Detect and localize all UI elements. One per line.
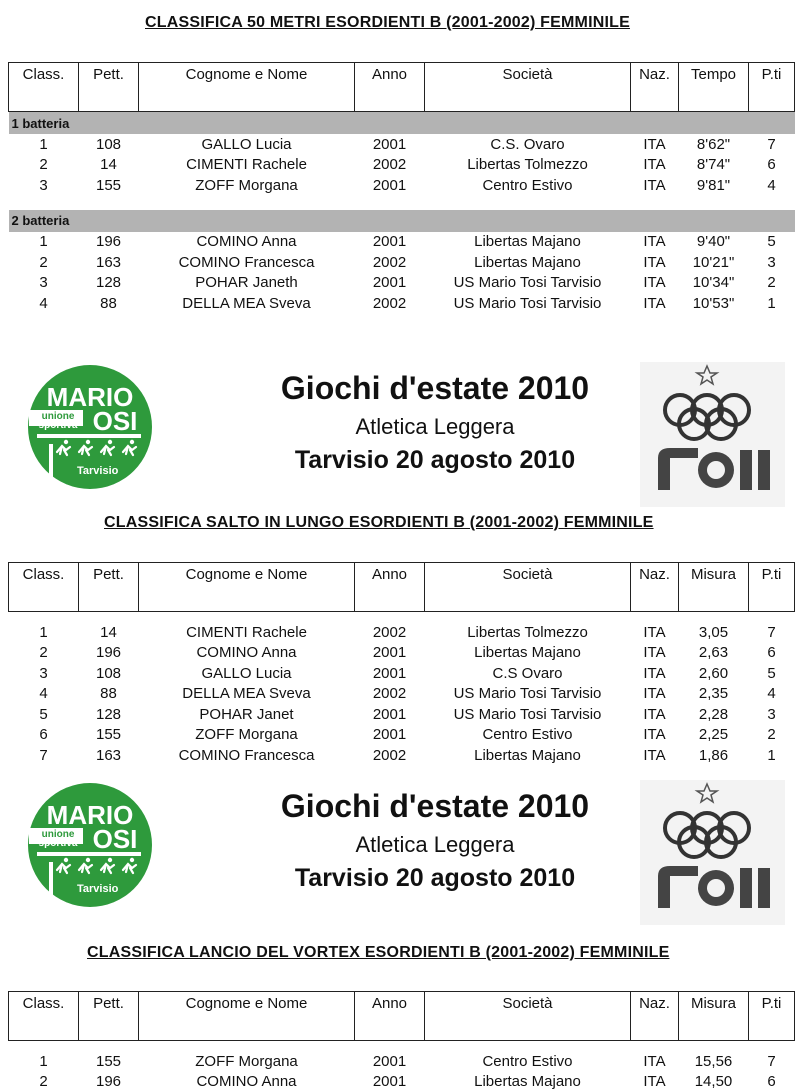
table-cell: ITA (631, 175, 679, 196)
table-cell: ITA (631, 1072, 679, 1092)
table-cell: 108 (79, 134, 139, 155)
table-header-row (9, 992, 795, 1041)
banner-subtitle: Atletica Leggera (190, 414, 680, 440)
table-cell: 2001 (355, 134, 425, 155)
table-cell: C.S. Ovaro (425, 134, 631, 155)
table-cell: 155 (79, 175, 139, 196)
table-cell: ZOFF Morgana (139, 175, 355, 196)
table-cell: 1 (9, 1051, 79, 1072)
table-cell: COMINO Anna (139, 643, 355, 664)
column-header: Naz. (631, 992, 679, 1041)
logo-text: MARIO (47, 382, 134, 412)
table-cell: 6 (9, 725, 79, 746)
table-cell: 7 (749, 134, 795, 155)
table-cell: 2001 (355, 643, 425, 664)
table-cell: 155 (79, 1051, 139, 1072)
table-cell: 9'40" (679, 232, 749, 253)
column-header: Tempo (679, 63, 749, 112)
column-header: Class. (9, 992, 79, 1041)
table-cell: 2 (9, 155, 79, 176)
table-row (9, 745, 795, 766)
table-cell: ITA (631, 252, 679, 273)
table-cell: 2002 (355, 252, 425, 273)
table-cell: 5 (749, 232, 795, 253)
event-banner (0, 362, 800, 507)
section-title-50m: CLASSIFICA 50 METRI ESORDIENTI B (2001-2002) FEMMINILE (145, 14, 630, 32)
column-header: Società (425, 563, 631, 612)
table-cell: Libertas Majano (425, 745, 631, 766)
column-header: Pett. (79, 992, 139, 1041)
table-cell: 2001 (355, 663, 425, 684)
column-header: Anno (355, 63, 425, 112)
event-banner (0, 780, 800, 925)
column-header: Misura (679, 992, 749, 1041)
table-cell: 8'62" (679, 134, 749, 155)
table-cell: COMINO Anna (139, 1072, 355, 1092)
table-cell: 2002 (355, 684, 425, 705)
table-cell: 3 (9, 175, 79, 196)
mario-tosi-logo (27, 364, 153, 490)
table-cell: 2 (749, 725, 795, 746)
table-cell: 4 (749, 175, 795, 196)
table-cell: 5 (749, 663, 795, 684)
coni-logo (640, 362, 785, 507)
table-cell: CIMENTI Rachele (139, 622, 355, 643)
spacer-row (9, 196, 795, 210)
table-cell: ZOFF Morgana (139, 725, 355, 746)
results-table-long-jump (8, 562, 795, 766)
table-row (9, 663, 795, 684)
table-cell: 2 (749, 273, 795, 294)
table-header-row (9, 63, 795, 112)
column-header: Cognome e Nome (139, 992, 355, 1041)
table-cell: ITA (631, 1051, 679, 1072)
spacer-row (9, 612, 795, 623)
table-cell: 14 (79, 622, 139, 643)
table-cell: 196 (79, 232, 139, 253)
column-header: P.ti (749, 63, 795, 112)
table-row (9, 725, 795, 746)
table-cell: ITA (631, 622, 679, 643)
table-cell: 2,25 (679, 725, 749, 746)
table-cell: 1 (749, 745, 795, 766)
table-cell: C.S Ovaro (425, 663, 631, 684)
column-header: Cognome e Nome (139, 63, 355, 112)
table-cell: 155 (79, 725, 139, 746)
table-cell: 8'74" (679, 155, 749, 176)
table-row (9, 684, 795, 705)
table-cell: ITA (631, 704, 679, 725)
table-cell: Libertas Majano (425, 643, 631, 664)
table-row (9, 1051, 795, 1072)
table-cell: 6 (749, 1072, 795, 1092)
logo-text: MARIO (47, 800, 134, 830)
table-cell: 9'81" (679, 175, 749, 196)
banner-title: Giochi d'estate 2010 (190, 370, 680, 407)
table-cell: 2001 (355, 273, 425, 294)
table-cell: Libertas Tolmezzo (425, 622, 631, 643)
table-cell: US Mario Tosi Tarvisio (425, 273, 631, 294)
table-cell: 3 (749, 252, 795, 273)
table-cell: 10'34" (679, 273, 749, 294)
table-cell: COMINO Francesca (139, 745, 355, 766)
table-cell: 10'21" (679, 252, 749, 273)
table-cell: 4 (9, 684, 79, 705)
table-cell: Libertas Majano (425, 232, 631, 253)
table-cell: 88 (79, 293, 139, 314)
column-header: Società (425, 63, 631, 112)
table-cell: 2 (9, 252, 79, 273)
table-cell: 6 (749, 155, 795, 176)
heat-label: 1 batteria (9, 112, 795, 135)
table-cell: ITA (631, 134, 679, 155)
column-header: Class. (9, 563, 79, 612)
table-row (9, 155, 795, 176)
table-cell: COMINO Anna (139, 232, 355, 253)
table-row (9, 704, 795, 725)
table-cell: GALLO Lucia (139, 134, 355, 155)
table-cell: 7 (749, 1051, 795, 1072)
table-cell: 10'53" (679, 293, 749, 314)
table-cell: 15,56 (679, 1051, 749, 1072)
table-cell: GALLO Lucia (139, 663, 355, 684)
column-header: Anno (355, 563, 425, 612)
banner-title: Giochi d'estate 2010 (190, 788, 680, 825)
column-header: P.ti (749, 992, 795, 1041)
logo-text: sportiva (39, 420, 78, 431)
table-cell: COMINO Francesca (139, 252, 355, 273)
table-cell: ITA (631, 663, 679, 684)
table-cell: Libertas Tolmezzo (425, 155, 631, 176)
table-cell: Centro Estivo (425, 1051, 631, 1072)
table-row (9, 134, 795, 155)
table-cell: 88 (79, 684, 139, 705)
column-header: Cognome e Nome (139, 563, 355, 612)
column-header: P.ti (749, 563, 795, 612)
coni-logo (640, 780, 785, 925)
table-cell: POHAR Janeth (139, 273, 355, 294)
table-cell: 14 (79, 155, 139, 176)
table-cell: 14,50 (679, 1072, 749, 1092)
logo-text: sportiva (39, 838, 78, 849)
column-header: Naz. (631, 63, 679, 112)
table-row (9, 293, 795, 314)
table-cell: 2,63 (679, 643, 749, 664)
table-cell: 7 (749, 622, 795, 643)
table-cell: ITA (631, 684, 679, 705)
table-cell: 3,05 (679, 622, 749, 643)
table-cell: 2001 (355, 725, 425, 746)
section-title-long-jump: CLASSIFICA SALTO IN LUNGO ESORDIENTI B (2001-2002) FEMMINILE (104, 514, 654, 532)
table-row (9, 643, 795, 664)
table-cell: ITA (631, 273, 679, 294)
results-table-vortex (8, 991, 795, 1092)
banner-date: Tarvisio 20 agosto 2010 (190, 864, 680, 893)
column-header: Pett. (79, 63, 139, 112)
table-cell: 163 (79, 252, 139, 273)
table-cell: 5 (9, 704, 79, 725)
table-cell: 1,86 (679, 745, 749, 766)
table-cell: Libertas Majano (425, 1072, 631, 1092)
column-header: Società (425, 992, 631, 1041)
table-row (9, 232, 795, 253)
table-cell: 2001 (355, 1051, 425, 1072)
table-cell: 163 (79, 745, 139, 766)
logo-text: unione (42, 411, 75, 422)
table-cell: 2,35 (679, 684, 749, 705)
table-header-row (9, 563, 795, 612)
heat-label-row (9, 112, 795, 135)
table-cell: 1 (9, 232, 79, 253)
table-cell: Centro Estivo (425, 175, 631, 196)
logo-text: OSI (93, 824, 138, 854)
mario-tosi-logo (27, 782, 153, 908)
table-cell: Centro Estivo (425, 725, 631, 746)
column-header: Pett. (79, 563, 139, 612)
table-cell: ITA (631, 232, 679, 253)
table-cell: 196 (79, 1072, 139, 1092)
table-cell: 2001 (355, 232, 425, 253)
table-row (9, 1072, 795, 1092)
table-cell: 108 (79, 663, 139, 684)
table-cell: 2002 (355, 293, 425, 314)
logo-text: Tarvisio (77, 465, 119, 477)
table-cell: US Mario Tosi Tarvisio (425, 684, 631, 705)
table-cell: DELLA MEA Sveva (139, 293, 355, 314)
column-header: Class. (9, 63, 79, 112)
table-cell: 128 (79, 273, 139, 294)
table-cell: ITA (631, 293, 679, 314)
table-cell: 7 (9, 745, 79, 766)
table-cell: 2 (9, 643, 79, 664)
table-cell: 2,60 (679, 663, 749, 684)
logo-text: unione (42, 829, 75, 840)
table-cell: 4 (749, 684, 795, 705)
table-cell: 6 (749, 643, 795, 664)
banner-subtitle: Atletica Leggera (190, 832, 680, 858)
table-cell: 2,28 (679, 704, 749, 725)
table-cell: ITA (631, 725, 679, 746)
table-row (9, 273, 795, 294)
table-cell: 196 (79, 643, 139, 664)
table-cell: 2 (9, 1072, 79, 1092)
table-cell: 2002 (355, 155, 425, 176)
results-table-50m (8, 62, 795, 314)
table-cell: 3 (9, 663, 79, 684)
table-cell: US Mario Tosi Tarvisio (425, 704, 631, 725)
table-cell: 1 (9, 622, 79, 643)
table-cell: 2001 (355, 175, 425, 196)
table-cell: 128 (79, 704, 139, 725)
table-cell: Libertas Majano (425, 252, 631, 273)
table-cell: ITA (631, 643, 679, 664)
table-row (9, 622, 795, 643)
banner-date: Tarvisio 20 agosto 2010 (190, 446, 680, 475)
table-cell: 1 (749, 293, 795, 314)
table-cell: 2002 (355, 622, 425, 643)
table-cell: ZOFF Morgana (139, 1051, 355, 1072)
table-cell: 2002 (355, 745, 425, 766)
table-cell: 4 (9, 293, 79, 314)
section-title-vortex: CLASSIFICA LANCIO DEL VORTEX ESORDIENTI B (2001-2002) FEMMINILE (87, 944, 669, 962)
table-cell: CIMENTI Rachele (139, 155, 355, 176)
table-cell: 3 (749, 704, 795, 725)
table-cell: 1 (9, 134, 79, 155)
column-header: Anno (355, 992, 425, 1041)
table-cell: 2001 (355, 1072, 425, 1092)
spacer-row (9, 1041, 795, 1052)
table-cell: ITA (631, 155, 679, 176)
column-header: Misura (679, 563, 749, 612)
table-cell: ITA (631, 745, 679, 766)
table-cell: US Mario Tosi Tarvisio (425, 293, 631, 314)
table-cell: POHAR Janet (139, 704, 355, 725)
column-header: Naz. (631, 563, 679, 612)
table-cell: DELLA MEA Sveva (139, 684, 355, 705)
logo-text: Tarvisio (77, 883, 119, 895)
table-cell: 3 (9, 273, 79, 294)
table-row (9, 175, 795, 196)
heat-label-row (9, 210, 795, 232)
heat-label: 2 batteria (9, 210, 795, 232)
table-cell: 2001 (355, 704, 425, 725)
table-row (9, 252, 795, 273)
logo-text: OSI (93, 406, 138, 436)
